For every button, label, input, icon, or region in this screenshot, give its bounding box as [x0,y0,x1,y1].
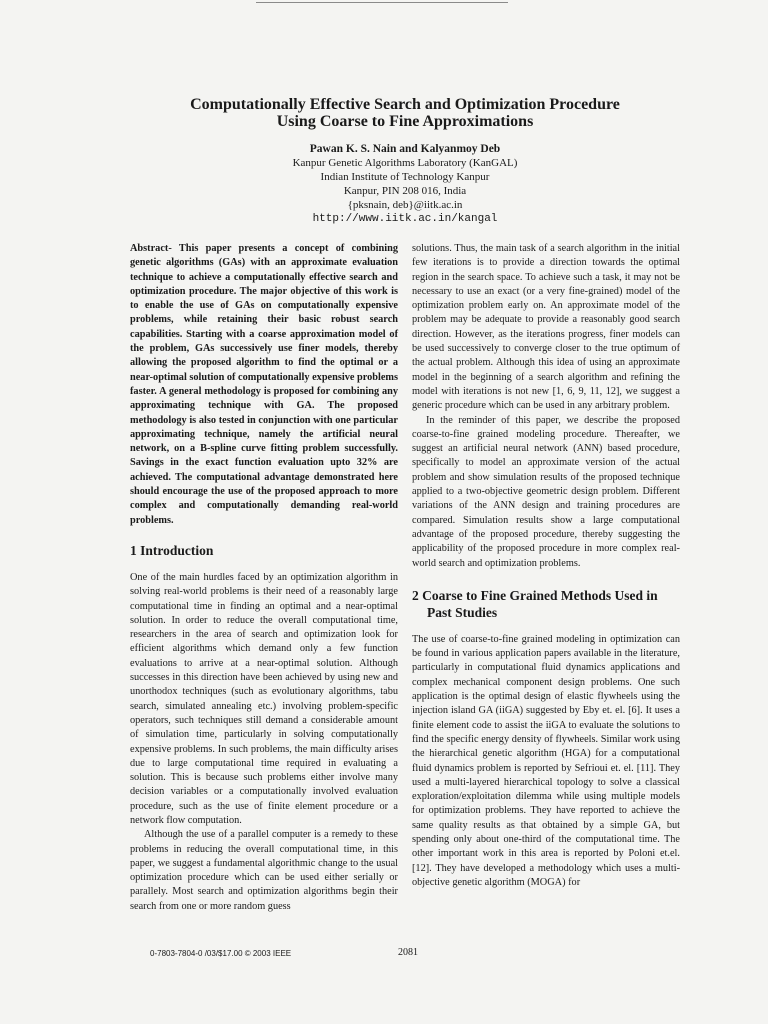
intro-paragraph-3: solutions. Thus, the main task of a search algorithm in the initial few iterations is to provide a direction towards the optimal region in the search space. To achieve such a task, it may not be necessary to use an exact (or a very fine-grained) model of the optimization problem early on. An approximate model of the problem may be adequate to provide a reasonably good search direction. However, as the iterations progress, finer models can be used successively to converge closer to the true optimum of the actual problem. Although this idea of using an approximate model in the beginning of a search algorithm and refining the model with iterations is not new [1, 6, 9, 11, 12], we suggest a generic procedure which can be used in any arbitrary problem. [412,243,680,412]
intro-paragraph-1: One of the main hurdles faced by an optimization algorithm in solving real-world problems is their need of a reasonably large computational time in finding an optimal and a near-optimal solution. In order to reduce the overall computational time, researchers in the area of search and optimization look for efficient algorithms which demand only a few function evaluations to arrive at a near-optimal solution. Although successes in this direction have been achieved by using new and unorthodox techniques (such as evolutionary algorithms, tabu search, simulated annealing etc.) involving problem-specific operators, such techniques still demand a considerable amount of simulation time, particularly in solving computationally expensive problems. In such problems, the main difficulty arises due to large computational time required in evaluating a solution. This is because such problems either involve many decision variables or a computationally involved evaluation procedure, such as the use of finite element procedure or a network flow computation. [130,571,398,826]
section-2-heading-line-2: Past Studies [427,604,498,620]
copyright-notice: 0-7803-7804-0 /03/$17.00 © 2003 IEEE [150,949,292,958]
affiliation-institute: Indian Institute of Technology Kanpur [320,171,490,183]
paper-title [110,96,700,130]
section-2-heading [412,587,680,621]
paper-header [110,96,700,227]
website-url[interactable]: http://www.iitk.ac.in/kangal [312,213,498,225]
section-2-heading-line-1: 2 Coarse to Fine Grained Methods Used in [412,587,658,603]
intro-paragraph-4: In the reminder of this paper, we describe the proposed coarse-to-fine grained modeling procedure. Thereafter, we suggest an artificial neural network (ANN) based procedure, specifically to model an approximate version of the actual problem and show simulation results of the proposed technique applied to a two-objective geometric design problem. Different variations of the ANN design and training procedures are compared. Simulation results show a large computational advantage of the proposed procedure, thereby suggesting the applicability of the proposed procedure in more complex real-world search and optimization problems. [412,414,680,569]
section-2-paragraph-1: The use of coarse-to-fine grained modeling in optimization can be found in various application papers available in the literature, particularly in computational fluid dynamics applications and complex mechanical component design problems. One such application is the optimal design of elastic flywheels using the injection island GA (iiGA) suggested by Eby et. el. [6]. It uses a finite element code to assist the iiGA to evaluate the solutions to find the specific energy density of flywheels. Similar work using the hierarchical genetic algorithm (HGA) for a computational fluid dynamics problem is reported by Sefrioui et. el. [11]. They used a multi-layered hierarchical topology to solve a classical exploration/exploitation dilemma while using multiple models for optimization problems. They have reported to achieve the same quality results as that obtained by a simple GA, but spending only about one-third of the computational time. The other important work in this area is reported by Poloni et.el. [12]. They have developed a methodology which uses a multi-objective genetic algorithm (MOGA) for [412,633,680,888]
affiliation-address: Kanpur, PIN 208 016, India [343,185,467,197]
email: {pksnain, deb}@iitk.ac.in [347,199,463,211]
left-column [130,242,398,914]
right-column [412,242,680,890]
page-number: 2081 [398,947,418,958]
section-1-heading: 1 Introduction [130,542,214,558]
authors: Pawan K. S. Nain and Kalyanmoy Deb [309,143,501,155]
affiliation-lab: Kanpur Genetic Algorithms Laboratory (KanGAL) [292,157,518,169]
intro-paragraph-2: Although the use of a parallel computer is a remedy to these problems in reducing the overall computational time, in this paper, we suggest a fundamental algorithmic change to the usual optimization procedure which can be used either serially or parallely. Most search and optimization algorithms begin their search from one or more random guess [130,829,398,912]
title-line-1: Computationally Effective Search and Optimization Procedure [190,96,620,113]
top-rule [256,2,508,3]
title-line-2: Using Coarse to Fine Approximations [276,113,534,130]
abstract: Abstract- This paper presents a concept of combining genetic algorithms (GAs) with an approximate evaluation technique to achieve a computationally effective search and optimization procedure. The major objective of this work is to enable the use of GAs on computationally expensive problems, while retaining their basic robust search capabilities. Starting with a coarse approximation model of the problem, GAs successively use finer models, thereby allowing the proposed algorithm to find the optimal or a near-optimal solution of computationally expensive problems faster. A general methodology is proposed for combining any approximating technique with GA. The proposed methodology is also tested in conjunction with one particular approximating technique, namely the artificial neural network, on a B-spline curve fitting problem successfully. Savings in the exact function evaluation upto 32% are achieved. The computational advantage demonstrated here should encourage the use of the proposed approach to more complex and computationally demanding real-world problems. [130,243,399,526]
